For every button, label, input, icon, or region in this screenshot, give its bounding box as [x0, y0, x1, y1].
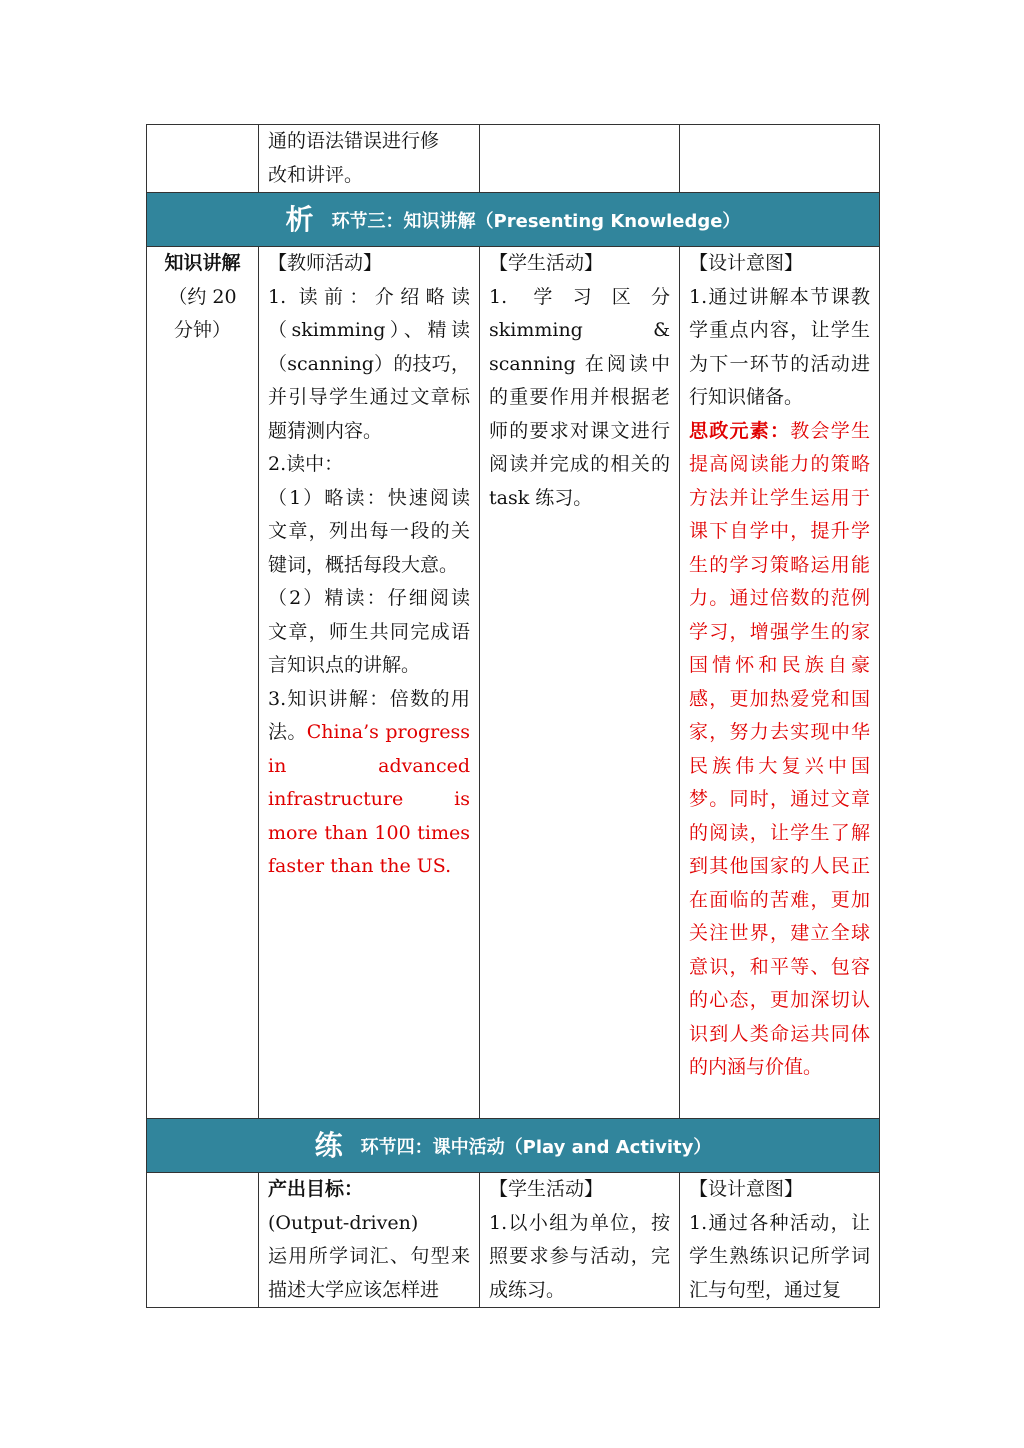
design-ideology-label: 思政元素： — [689, 419, 791, 442]
cont-teacher-cell — [259, 125, 480, 193]
activity-design-text: 1.通过各种活动，让学生熟练识记所学词汇与句型，通过复 — [689, 1211, 870, 1301]
teacher-step-2-2: （2）精读：仔细阅读文章，师生共同完成语言知识点的讲解。 — [268, 587, 470, 676]
student-text: 1. 学习区分 skimming & scanning 在阅读中的重要作用并根据老师的要求对课文进行阅读并完成的相关的 task 练习。 — [489, 285, 670, 509]
section-band-4-cell — [147, 1119, 880, 1173]
lesson-plan-document — [146, 124, 879, 1308]
lesson-plan-table — [146, 124, 880, 1308]
student-header: 【学生活动】 — [489, 252, 604, 274]
knowledge-label-cell — [147, 247, 259, 1119]
activity-row — [147, 1173, 880, 1308]
activity-design-header: 【设计意图】 — [689, 1178, 804, 1200]
cont-line-1: 通的语法错误进行修 — [268, 130, 440, 152]
output-goal-text: 运用所学词汇、句型来描述大学应该怎样进 — [268, 1245, 470, 1301]
knowledge-row — [147, 247, 880, 1119]
cont-col1-cell — [147, 125, 259, 193]
section-4-title: 环节四：课中活动（Play and Activity） — [360, 1136, 712, 1158]
output-goal-label: 产出目标： — [268, 1178, 364, 1200]
design-ideology-body: 教会学生提高阅读能力的策略方法并让学生运用于课下自学中，提升学生的学习策略运用能力。通过倍数的范例学习，增强学生的家国情怀和民族自豪感，更加热爱党和国家，努力去实现中华民族伟大复兴中国梦。同时，通过文章的阅读，让学生了解到其他国家的人民正在面临的苦难，更加关注世界，建立全球意识，和平等、包容的心态，更加深切认识到人类命运共同体的内涵与价值。 — [689, 419, 870, 1078]
section-3-title: 环节三：知识讲解（Presenting Knowledge） — [331, 210, 741, 232]
activity-student-text: 1.以小组为单位，按照要求参与活动，完成练习。 — [489, 1211, 670, 1301]
cont-design-cell — [680, 125, 880, 193]
teacher-step-2: 2.读中： — [268, 453, 344, 475]
output-goal-cell — [259, 1173, 480, 1308]
section-4-char: 练 — [314, 1128, 343, 1162]
design-text-1: 1.通过讲解本节课教学重点内容，让学生为下一环节的活动进行知识储备。 — [689, 285, 870, 408]
section-band-3 — [147, 193, 880, 247]
activity-student-header: 【学生活动】 — [489, 1178, 604, 1200]
cont-student-cell — [480, 125, 680, 193]
teacher-step-3 — [268, 683, 470, 884]
knowledge-duration: （约 20 分钟） — [168, 285, 237, 341]
teacher-header: 【教师活动】 — [268, 252, 383, 274]
student-activity-cell — [480, 247, 680, 1119]
teacher-step-3-prefix: 3.知识讲解：倍数的用法。 — [268, 687, 470, 743]
activity-label-cell — [147, 1173, 259, 1308]
design-header: 【设计意图】 — [689, 252, 804, 274]
section-band-3-cell — [147, 193, 880, 247]
teacher-step-3-example: China’s progress in advanced infrastructure is more than 100 times faster than the US. — [268, 721, 470, 877]
activity-student-cell — [480, 1173, 680, 1308]
teacher-step-1: 1. 读前：介绍略读（skimming）、精读（scanning）的技巧，并引导学生通过文章标题猜测内容。 — [268, 285, 470, 442]
continuation-row — [147, 125, 880, 193]
output-goal-sub: (Output-driven) — [268, 1211, 419, 1234]
section-band-4 — [147, 1119, 880, 1173]
knowledge-title: 知识讲解 — [164, 252, 241, 274]
design-ideology-text — [689, 415, 870, 1085]
activity-design-cell — [680, 1173, 880, 1308]
cont-line-2: 改和讲评。 — [268, 163, 364, 186]
section-3-char: 析 — [285, 202, 314, 236]
design-intent-cell — [680, 247, 880, 1119]
teacher-activity-cell — [259, 247, 480, 1119]
teacher-step-2-1: （1）略读：快速阅读文章，列出每一段的关键词，概括每段大意。 — [268, 486, 470, 576]
